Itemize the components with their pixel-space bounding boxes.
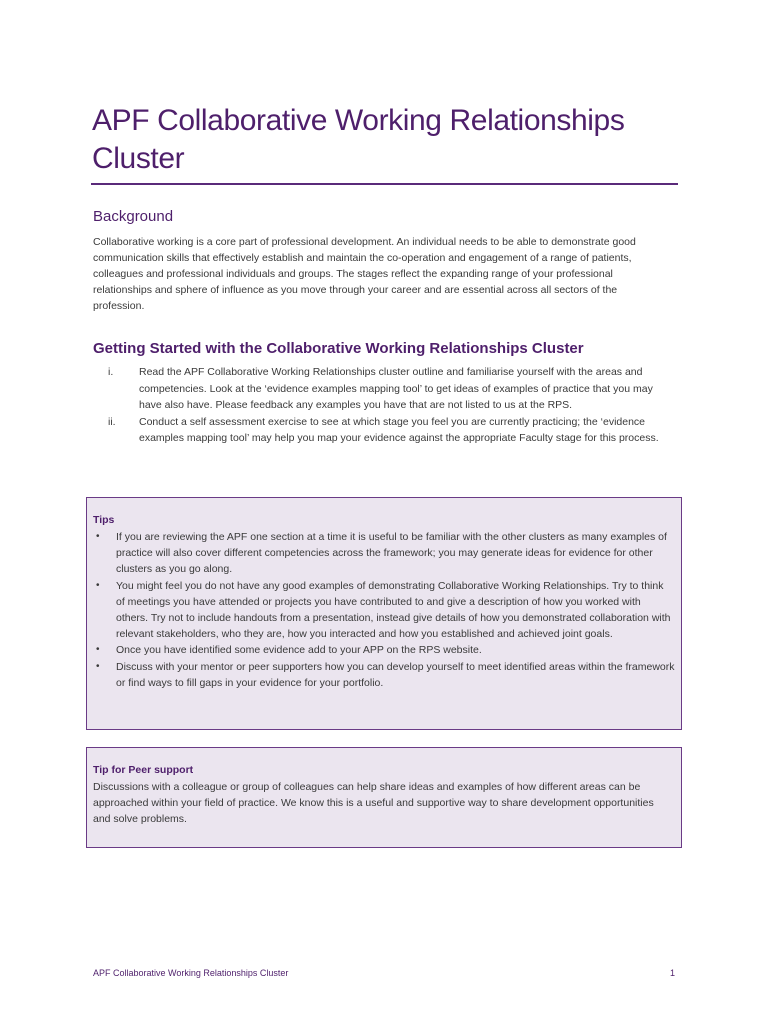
peer-support-title: Tip for Peer support	[93, 764, 194, 776]
list-item-number: ii.	[108, 415, 116, 428]
tip-text: You might feel you do not have any good examples of demonstrating Collaborative Working Relationships. Try to think of meetings you have attended or projects you have contributed to and give a description of how you worked with others. Try not to include handouts from a presentation, instead give details of how you demonstrated collaboration with relevant stakeholders, who they are, how you interacted and how you established and achieved joint goals.	[116, 579, 671, 641]
tips-title: Tips	[93, 514, 115, 526]
list-item	[93, 364, 678, 414]
list-item-number: i.	[108, 366, 114, 378]
tip-text: If you are reviewing the APF one section at a time it is useful to be familiar with the other clusters as many examples of practice will also cover different competencies across the framework; you may generate ideas for evidence for other clusters as you go along.	[116, 531, 667, 576]
tip-text: Discuss with your mentor or peer supporters how you can develop yourself to meet identified areas within the framework or find ways to fill gaps in your evidence for your portfolio.	[116, 660, 675, 689]
background-heading: Background	[93, 208, 174, 225]
bullet-icon: •	[96, 644, 100, 656]
tip-text: Once you have identified some evidence add to your APP on the RPS website.	[116, 644, 482, 657]
bullet-icon: •	[96, 579, 100, 591]
page-title: APF Collaborative Working Relationships Cluster	[92, 104, 625, 175]
page-number: 1	[670, 968, 676, 978]
peer-support-box	[86, 747, 682, 848]
getting-started-heading: Getting Started with the Collaborative Working Relationships Cluster	[93, 340, 584, 357]
list-item	[93, 578, 675, 643]
getting-started-list	[93, 364, 678, 447]
list-item	[93, 659, 675, 691]
peer-support-text: Discussions with a colleague or group of colleagues can help share ideas and examples of how different areas can be approached within your field of practice. We know this is a useful and supportive way to share development opportunities and solve problems.	[93, 781, 654, 825]
bullet-icon: •	[96, 660, 100, 672]
background-text: Collaborative working is a core part of professional development. An individual needs to be able to demonstrate good communication skills that effectively establish and maintain the co-operation and engagement of a range of patients, colleagues and professional individuals and groups. The stages reflect the expanding range of your professional relationships and sphere of influence as you move through your career and are essential across all sectors of the profession.	[93, 236, 636, 312]
list-item	[93, 529, 675, 578]
tips-box	[86, 497, 682, 730]
footer-title: APF Collaborative Working Relationships Cluster	[93, 968, 289, 978]
list-item	[93, 642, 675, 658]
tips-list	[93, 529, 675, 691]
list-item	[93, 414, 678, 447]
list-item-text: Read the APF Collaborative Working Relationships cluster outline and familiarise yourself with the areas and competencies. Look at the ‘evidence examples mapping tool’ to get ideas of examples of practice that you may have also have. Please feedback any examples you have that are not listed to us at the RPS.	[139, 366, 653, 411]
list-item-text: Conduct a self assessment exercise to see at which stage you feel you are currently practicing; the ‘evidence examples mapping tool’ may help you map your evidence against the appropriate Faculty stage for this process.	[139, 415, 659, 444]
bullet-icon: •	[96, 531, 100, 542]
title-divider	[91, 183, 678, 185]
